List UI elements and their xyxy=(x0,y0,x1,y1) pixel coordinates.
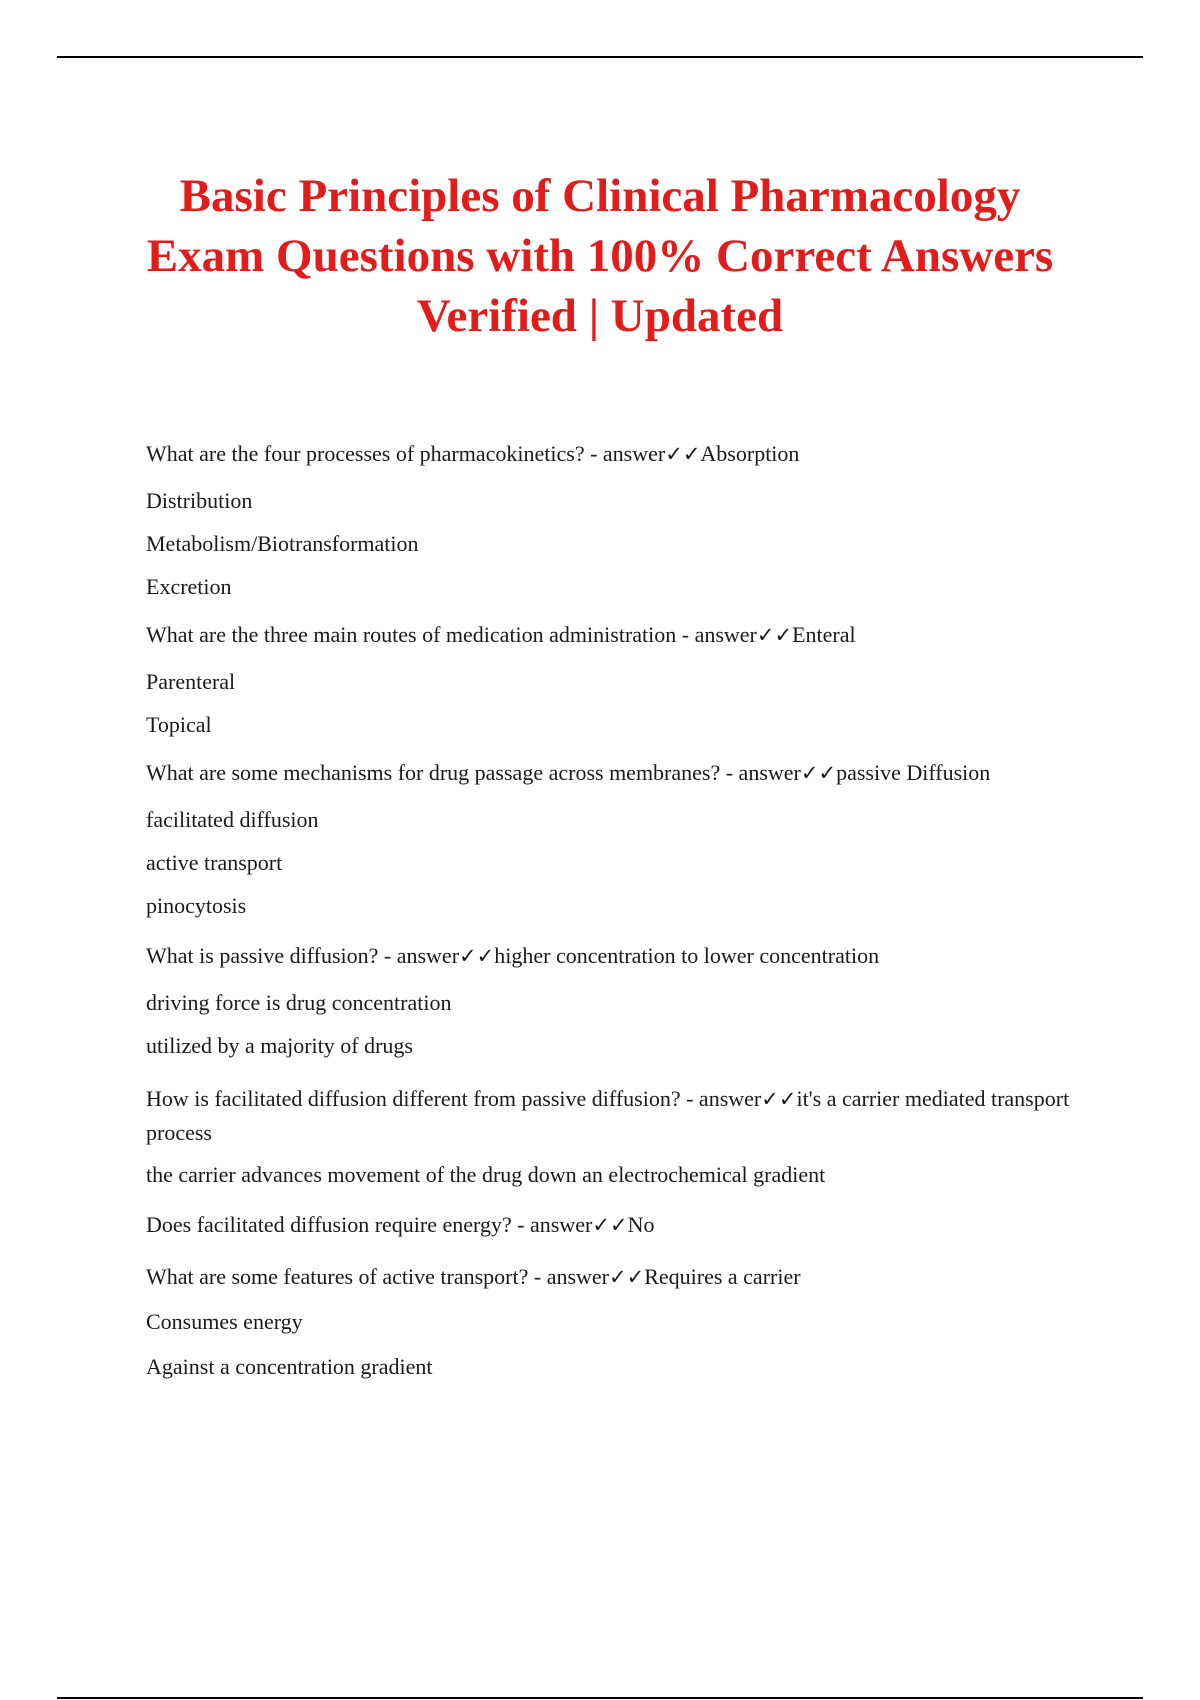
answer-line: Metabolism/Biotransformation xyxy=(146,531,419,556)
answer-text: Absorption xyxy=(700,441,800,466)
question-line xyxy=(146,1211,1086,1239)
answer-line: pinocytosis xyxy=(146,893,247,918)
double-check-icon: ✓✓ xyxy=(459,944,495,968)
answer-text: Enteral xyxy=(792,622,856,647)
title-line: Exam Questions with 100% Correct Answers xyxy=(146,230,1054,282)
answer-text: passive Diffusion xyxy=(836,760,991,785)
qa-list xyxy=(146,440,1086,1381)
answer-line: Excretion xyxy=(146,574,232,599)
document-title xyxy=(100,166,1100,346)
title-line: Basic Principles of Clinical Pharmacology xyxy=(179,170,1021,222)
answer-line: Distribution xyxy=(146,488,253,513)
answer-line: driving force is drug concentration xyxy=(146,990,452,1015)
bottom-rule xyxy=(57,1697,1143,1699)
question-text: What is passive diffusion? - answer xyxy=(146,943,460,968)
double-check-icon: ✓✓ xyxy=(609,1265,645,1289)
answer-line: the carrier advances movement of the drug down an electrochemical gradient xyxy=(146,1162,826,1187)
double-check-icon: ✓✓ xyxy=(756,623,793,647)
double-check-icon: ✓✓ xyxy=(761,1087,797,1111)
top-rule xyxy=(57,56,1143,58)
answer-line: Against a concentration gradient xyxy=(146,1354,433,1379)
question-line xyxy=(146,759,1086,787)
question-text: How is facilitated diffusion different from passive diffusion? - answer xyxy=(146,1086,762,1111)
double-check-icon: ✓✓ xyxy=(800,761,837,785)
title-line: Verified | Updated xyxy=(416,290,784,342)
question-text: What are the three main routes of medication administration - answer xyxy=(146,622,757,647)
answer-text: Requires a carrier xyxy=(644,1264,801,1289)
question-line xyxy=(146,1263,1086,1291)
question-text: What are some mechanisms for drug passage across membranes? - answer xyxy=(146,760,801,785)
double-check-icon: ✓✓ xyxy=(665,442,701,466)
answer-line: utilized by a majority of drugs xyxy=(146,1033,413,1058)
question-line xyxy=(146,1082,1086,1149)
question-line xyxy=(146,942,1086,970)
answer-text: higher concentration to lower concentration xyxy=(494,943,880,968)
answer-text: it's a carrier mediated transport process xyxy=(146,1086,1070,1145)
double-check-icon: ✓✓ xyxy=(592,1213,628,1237)
question-line xyxy=(146,440,1086,468)
question-text: What are some features of active transport? - answer xyxy=(146,1264,609,1289)
answer-line: facilitated diffusion xyxy=(146,807,319,832)
answer-line: Topical xyxy=(146,712,212,737)
question-text: What are the four processes of pharmacokinetics? - answer xyxy=(146,441,666,466)
answer-line: Parenteral xyxy=(146,669,236,694)
answer-text: No xyxy=(627,1212,655,1237)
answer-line: Consumes energy xyxy=(146,1309,303,1334)
question-text: Does facilitated diffusion require energy? - answer xyxy=(146,1212,593,1237)
answer-line: active transport xyxy=(146,850,283,875)
question-line xyxy=(146,621,1086,649)
